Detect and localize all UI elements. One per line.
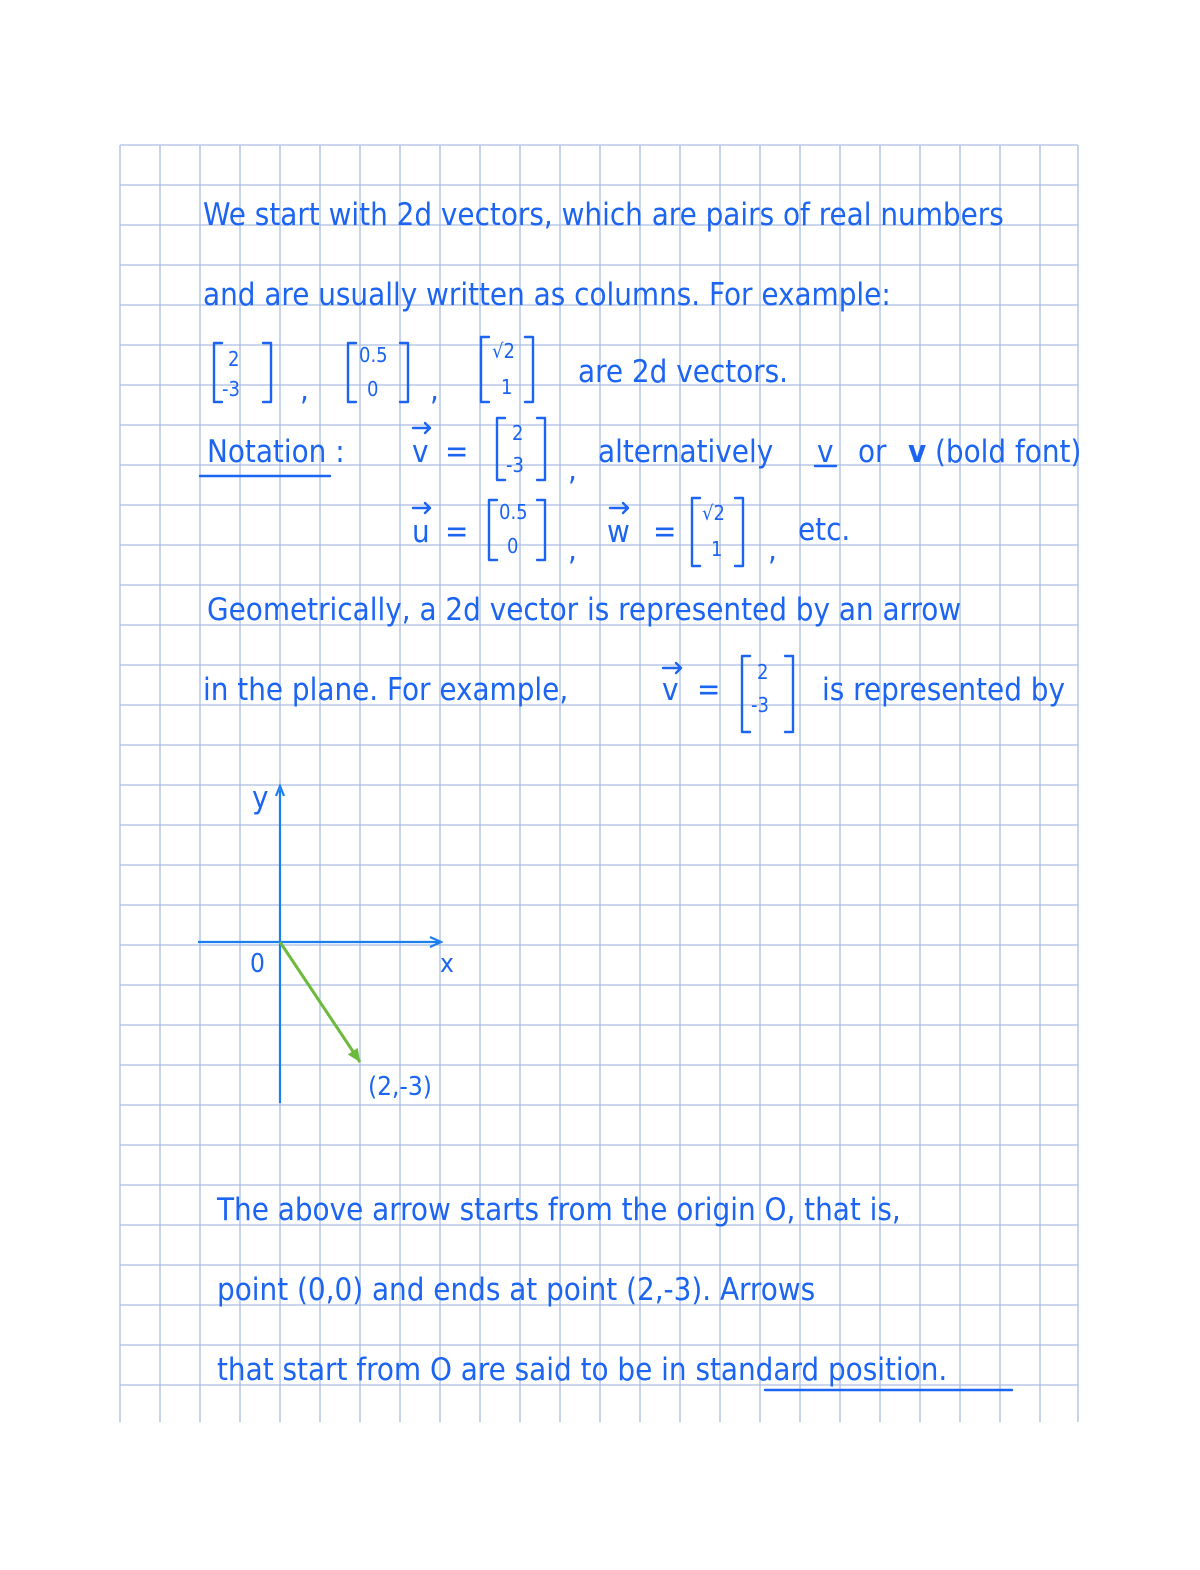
matrix-3-bottom: 1 [501,375,513,399]
equals-4: = [697,672,721,708]
text-paragraph-line-3 [217,1352,947,1388]
matrix-example-3 [481,337,533,402]
text-line-1: We start with 2d vectors, which are pairs of real numbers [203,197,1004,233]
matrix-u-top: 0.5 [499,500,528,524]
text-geometric-line-1: Geometrically, a 2d vector is represented by an arrow [207,592,962,628]
notation-label: Notation : [207,434,345,470]
notation-v: v [412,434,429,470]
notation-v-underlined: v [817,434,834,470]
matrix-example-1 [214,343,271,402]
matrix-2-bottom: 0 [367,377,379,401]
matrix-v-bottom: -3 [506,453,524,477]
matrix-notation-u [489,500,545,560]
text-line-3-tail: are 2d vectors. [578,354,789,390]
equals-2: = [445,514,469,550]
final-period: . [938,1352,948,1388]
matrix-example-2 [348,343,408,402]
x-axis-label: x [440,949,454,979]
matrix-w-top: √2 [702,501,725,525]
equals-3: = [653,514,677,550]
vector-arrowhead [348,1048,360,1062]
text-paragraph-line-2: point (0,0) and ends at point (2,-3). Arrows [217,1272,816,1308]
matrix-geo-bottom: -3 [751,693,769,717]
geo-v: v [662,672,679,708]
y-axis-label: y [252,780,269,816]
notation-bold-font: (bold font) [935,434,1082,470]
notation-w: w [607,514,630,550]
matrix-3-top: √2 [492,339,515,363]
standard-position-term: standard position [695,1352,939,1388]
equals-1: = [445,434,469,470]
matrix-w-bottom: 1 [711,537,723,561]
matrix-notation-v [497,418,545,480]
text-line-2: and are usually written as columns. For example: [203,277,891,313]
text-geometric-line-2a: in the plane. For example, [203,672,569,708]
vector-graph [198,780,454,1103]
notation-etc: etc. [798,512,851,548]
matrix-1-top: 2 [228,347,240,371]
matrix-geo-v [742,656,793,732]
text-paragraph-line-1: The above arrow starts from the origin O, that is, [217,1192,901,1228]
origin-label: 0 [250,949,265,979]
notation-u: u [412,514,430,550]
endpoint-label: (2,-3) [368,1072,432,1102]
matrix-u-bottom: 0 [507,534,519,558]
notation-or: or [858,434,887,470]
matrix-2-top: 0.5 [359,343,388,367]
text-paragraph-line-3a: that start from O are said to be in [217,1352,687,1388]
notation-alternatively: alternatively [598,434,774,470]
matrix-v-top: 2 [512,421,524,445]
comma-2: , [430,372,439,408]
comma-1: , [300,372,309,408]
matrix-geo-top: 2 [757,660,769,684]
comma-4: , [568,532,577,568]
notation-v-bold: v [908,434,927,470]
comma-3: , [568,452,577,488]
matrix-1-bottom: -3 [222,377,240,401]
matrix-notation-w [692,498,743,566]
text-geometric-line-2b: is represented by [822,672,1065,708]
comma-5: , [768,532,777,568]
